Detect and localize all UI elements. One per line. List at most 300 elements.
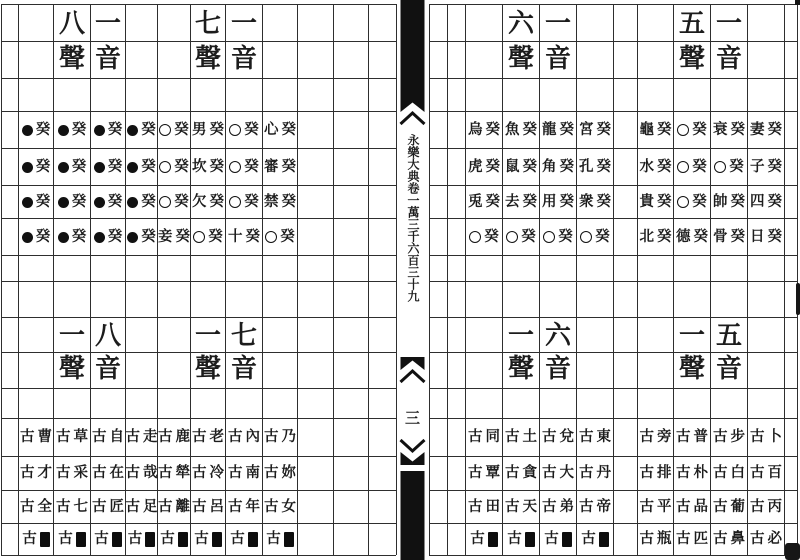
table-cell <box>577 419 613 456</box>
fish-tail-ornament <box>401 357 425 370</box>
character-glyph: 古 <box>713 464 728 482</box>
character-glyph: 癸 <box>280 227 295 245</box>
character-glyph: 百 <box>767 464 782 482</box>
character-glyph: 癸 <box>35 192 51 210</box>
character-glyph: 古 <box>56 428 71 446</box>
grid-hline <box>1 4 396 5</box>
table-cell <box>191 524 225 555</box>
character-glyph: 天 <box>522 497 537 515</box>
filled-circle-symbol <box>22 162 33 173</box>
header-character: 音 <box>544 354 571 385</box>
character-glyph: 鼻 <box>730 530 745 548</box>
character-glyph: 癸 <box>558 227 573 245</box>
grid-hline <box>1 317 396 318</box>
block-header-column <box>91 6 125 76</box>
character-glyph: 古 <box>125 497 140 515</box>
table-cell <box>19 186 53 218</box>
character-glyph: 癸 <box>595 227 610 245</box>
character-glyph: 審 <box>264 157 279 175</box>
character-glyph: 足 <box>143 497 158 515</box>
table-cell <box>638 149 673 185</box>
character-glyph: 癸 <box>35 227 51 245</box>
character-glyph: 同 <box>485 428 500 446</box>
character-glyph: 帝 <box>596 497 611 515</box>
character-glyph: 古 <box>713 497 728 515</box>
character-glyph: 癸 <box>596 120 611 138</box>
character-glyph: 古 <box>470 530 485 548</box>
filled-square-symbol <box>178 532 188 547</box>
character-glyph: 普 <box>693 428 708 446</box>
character-glyph: 癸 <box>521 227 536 245</box>
table-cell <box>91 149 125 185</box>
header-character: 五 <box>678 8 705 39</box>
table-cell <box>126 219 157 255</box>
block-header-column <box>503 319 539 386</box>
character-glyph: 古 <box>230 530 245 548</box>
table-cell <box>503 457 539 490</box>
table-cell <box>540 419 576 456</box>
character-glyph: 覃 <box>485 464 500 482</box>
table-cell <box>54 219 90 255</box>
table-cell <box>19 419 53 456</box>
table-cell <box>19 491 53 523</box>
character-glyph: 孔 <box>579 157 594 175</box>
character-glyph: 癸 <box>244 192 259 210</box>
character-glyph: 癸 <box>281 120 296 138</box>
table-cell <box>674 491 710 523</box>
character-glyph: 古 <box>20 464 35 482</box>
character-glyph: 去 <box>505 192 520 210</box>
character-glyph: 古 <box>264 464 279 482</box>
character-glyph: 古 <box>192 497 207 515</box>
table-cell <box>191 491 225 523</box>
empty-circle-symbol <box>265 231 277 243</box>
character-glyph: 癸 <box>522 157 537 175</box>
character-glyph: 癸 <box>767 157 782 175</box>
header-character: 音 <box>230 43 257 74</box>
character-glyph: 卜 <box>767 428 782 446</box>
table-cell <box>191 149 225 185</box>
character-glyph: 古 <box>194 530 209 548</box>
block-header-column <box>503 6 539 76</box>
grid-vline <box>429 4 430 555</box>
character-glyph: 古 <box>92 464 107 482</box>
table-cell <box>158 419 190 456</box>
character-glyph: 癸 <box>71 227 87 245</box>
character-glyph: 古 <box>579 464 594 482</box>
table-cell <box>540 112 576 148</box>
header-character: 七 <box>230 320 257 351</box>
character-glyph: 癸 <box>281 157 296 175</box>
character-glyph: 古 <box>192 464 207 482</box>
character-glyph: 癸 <box>107 120 123 138</box>
character-glyph: 古 <box>125 428 140 446</box>
table-cell <box>158 112 190 148</box>
filled-circle-symbol <box>58 197 69 208</box>
character-glyph: 古 <box>750 530 765 548</box>
character-glyph: 癸 <box>657 157 672 175</box>
character-glyph: 魚 <box>505 120 520 138</box>
character-glyph: 古 <box>639 497 654 515</box>
character-glyph: 癸 <box>484 227 499 245</box>
empty-circle-symbol <box>677 161 689 173</box>
character-glyph: 曹 <box>37 428 52 446</box>
table-cell <box>91 186 125 218</box>
table-cell <box>711 419 747 456</box>
block-header-column <box>711 319 747 386</box>
empty-circle-symbol <box>469 231 481 243</box>
header-character: 聲 <box>507 43 534 74</box>
header-character: 一 <box>94 8 121 39</box>
character-glyph: 古 <box>639 464 654 482</box>
table-cell <box>466 524 502 555</box>
character-glyph: 離 <box>175 497 190 515</box>
filled-square-symbol <box>212 532 222 547</box>
table-cell <box>158 219 190 255</box>
filled-square-symbol <box>525 532 535 547</box>
table-cell <box>577 112 613 148</box>
header-character: 音 <box>94 43 121 74</box>
table-cell <box>91 419 125 456</box>
character-glyph: 古 <box>20 497 35 515</box>
filled-circle-symbol <box>94 125 105 136</box>
character-glyph: 古 <box>158 428 173 446</box>
table-cell <box>158 491 190 523</box>
filled-square-symbol <box>488 532 498 547</box>
character-glyph: 癸 <box>730 192 745 210</box>
filled-square-symbol <box>284 532 294 547</box>
character-glyph: 癸 <box>245 227 260 245</box>
table-cell <box>577 149 613 185</box>
table-cell <box>540 524 576 555</box>
character-glyph: 兌 <box>559 428 574 446</box>
table-cell <box>91 219 125 255</box>
header-character: 六 <box>507 8 534 39</box>
character-glyph: 癸 <box>107 192 123 210</box>
table-cell <box>226 419 262 456</box>
table-cell <box>263 491 297 523</box>
table-cell <box>503 112 539 148</box>
table-cell <box>711 112 747 148</box>
table-cell <box>54 149 90 185</box>
table-cell <box>748 419 784 456</box>
scan-artifact <box>795 0 800 5</box>
table-cell <box>503 219 539 255</box>
grid-vline <box>784 4 785 555</box>
header-character: 聲 <box>678 354 705 385</box>
character-glyph: 大 <box>559 464 574 482</box>
character-glyph: 古 <box>542 464 557 482</box>
empty-circle-symbol <box>159 161 171 173</box>
character-glyph: 古 <box>750 428 765 446</box>
character-glyph: 癸 <box>209 192 224 210</box>
filled-square-symbol <box>40 532 50 547</box>
table-cell <box>577 491 613 523</box>
character-glyph: 癸 <box>522 192 537 210</box>
character-glyph: 癸 <box>767 227 782 245</box>
character-glyph: 癸 <box>767 120 782 138</box>
filled-square-symbol <box>562 532 572 547</box>
grid-vline <box>333 4 334 555</box>
character-glyph: 癸 <box>596 192 611 210</box>
header-character: 一 <box>194 320 221 351</box>
character-glyph: 男 <box>192 120 207 138</box>
header-character: 音 <box>94 354 121 385</box>
block-header-column <box>91 319 125 386</box>
table-cell <box>748 219 784 255</box>
character-glyph: 癸 <box>559 157 574 175</box>
character-glyph: 古 <box>581 530 596 548</box>
character-glyph: 古 <box>507 530 522 548</box>
table-cell <box>466 186 502 218</box>
table-cell <box>466 112 502 148</box>
table-cell <box>748 491 784 523</box>
table-cell <box>638 524 673 555</box>
spine-title: 永樂大典卷一萬三千六百三十九 <box>406 134 420 302</box>
header-character: 聲 <box>678 43 705 74</box>
table-cell <box>674 457 710 490</box>
character-glyph: 古 <box>228 428 243 446</box>
table-cell <box>54 491 90 523</box>
character-glyph: 骨 <box>713 227 728 245</box>
table-cell <box>540 219 576 255</box>
character-glyph: 癸 <box>209 120 224 138</box>
character-glyph: 古 <box>579 497 594 515</box>
character-glyph: 古 <box>542 428 557 446</box>
character-glyph: 東 <box>596 428 611 446</box>
table-cell <box>91 112 125 148</box>
character-glyph: 癸 <box>281 192 296 210</box>
empty-circle-symbol <box>543 231 555 243</box>
fish-tail-ornament <box>401 452 425 465</box>
grid-hline <box>1 78 396 79</box>
block-header-column <box>674 319 710 386</box>
character-glyph: 古 <box>676 464 691 482</box>
character-glyph: 古 <box>639 530 654 548</box>
filled-square-symbol <box>248 532 258 547</box>
table-cell <box>191 112 225 148</box>
character-glyph: 衰 <box>713 120 728 138</box>
character-glyph: 癸 <box>559 120 574 138</box>
table-cell <box>126 186 157 218</box>
header-character: 音 <box>715 43 742 74</box>
character-glyph: 癸 <box>657 120 672 138</box>
character-glyph: 四 <box>750 192 765 210</box>
character-glyph: 白 <box>730 464 745 482</box>
character-glyph: 古 <box>750 497 765 515</box>
character-glyph: 癸 <box>174 120 189 138</box>
character-glyph: 平 <box>657 497 672 515</box>
table-cell <box>54 186 90 218</box>
table-cell <box>54 524 90 555</box>
header-character: 一 <box>58 320 85 351</box>
table-cell <box>503 186 539 218</box>
empty-circle-symbol <box>229 196 241 208</box>
character-glyph: 古 <box>713 428 728 446</box>
character-glyph: 角 <box>542 157 557 175</box>
table-cell <box>748 149 784 185</box>
character-glyph: 古 <box>192 428 207 446</box>
character-glyph: 古 <box>22 530 37 548</box>
table-cell <box>126 149 157 185</box>
character-glyph: 古 <box>92 497 107 515</box>
character-glyph: 心 <box>264 120 279 138</box>
table-cell <box>503 524 539 555</box>
character-glyph: 古 <box>58 530 73 548</box>
table-cell <box>91 524 125 555</box>
character-glyph: 德 <box>676 227 691 245</box>
table-cell <box>158 524 190 555</box>
table-cell <box>263 112 297 148</box>
character-glyph: 癸 <box>485 192 500 210</box>
filled-square-symbol <box>599 532 609 547</box>
table-cell <box>638 112 673 148</box>
character-glyph: 丹 <box>596 464 611 482</box>
header-character: 八 <box>94 320 121 351</box>
empty-circle-symbol <box>677 196 689 208</box>
character-glyph: 癸 <box>485 120 500 138</box>
character-glyph: 古 <box>158 497 173 515</box>
filled-circle-symbol <box>127 232 138 243</box>
grid-vline <box>447 4 448 555</box>
table-cell <box>577 524 613 555</box>
block-header-column <box>674 6 710 76</box>
character-glyph: 禁 <box>264 192 279 210</box>
header-character: 音 <box>715 354 742 385</box>
grid-vline <box>297 4 298 555</box>
character-glyph: 欠 <box>192 192 207 210</box>
grid-hline <box>1 555 396 556</box>
character-glyph: 老 <box>209 428 224 446</box>
table-cell <box>19 149 53 185</box>
table-cell <box>540 186 576 218</box>
character-glyph: 癸 <box>35 157 51 175</box>
table-cell <box>711 149 747 185</box>
header-character: 聲 <box>507 354 534 385</box>
character-glyph: 妾 <box>158 227 173 245</box>
table-cell <box>748 457 784 490</box>
grid-vline <box>613 4 614 555</box>
table-cell <box>674 524 710 555</box>
character-glyph: 癸 <box>693 227 708 245</box>
header-character: 一 <box>230 8 257 39</box>
table-cell <box>191 186 225 218</box>
character-glyph: 妳 <box>281 464 296 482</box>
table-cell <box>158 186 190 218</box>
grid-vline <box>1 4 2 555</box>
character-glyph: 古 <box>228 464 243 482</box>
character-glyph: 龍 <box>542 120 557 138</box>
table-cell <box>54 419 90 456</box>
character-glyph: 古 <box>676 497 691 515</box>
table-cell <box>577 186 613 218</box>
block-header-column <box>54 319 90 386</box>
table-cell <box>674 419 710 456</box>
character-glyph: 鹿 <box>175 428 190 446</box>
block-header-column <box>540 319 576 386</box>
table-cell <box>711 457 747 490</box>
table-cell <box>191 419 225 456</box>
scan-artifact <box>796 283 800 315</box>
character-glyph: 十 <box>228 227 243 245</box>
character-glyph: 癸 <box>107 227 123 245</box>
character-glyph: 古 <box>20 428 35 446</box>
character-glyph: 瓶 <box>657 530 672 548</box>
character-glyph: 癸 <box>208 227 223 245</box>
filled-circle-symbol <box>127 162 138 173</box>
table-cell <box>638 491 673 523</box>
filled-square-symbol <box>112 532 122 547</box>
character-glyph: 癸 <box>485 157 500 175</box>
character-glyph: 呂 <box>209 497 224 515</box>
header-character: 八 <box>58 8 85 39</box>
character-glyph: 子 <box>750 157 765 175</box>
filled-circle-symbol <box>94 232 105 243</box>
table-cell <box>226 457 262 490</box>
character-glyph: 虎 <box>468 157 483 175</box>
table-cell <box>711 524 747 555</box>
character-glyph: 癸 <box>244 157 259 175</box>
empty-circle-symbol <box>229 124 241 136</box>
table-cell <box>126 419 157 456</box>
table-cell <box>191 457 225 490</box>
table-cell <box>466 491 502 523</box>
header-character: 聲 <box>194 43 221 74</box>
table-cell <box>91 491 125 523</box>
table-cell <box>674 149 710 185</box>
table-cell <box>711 186 747 218</box>
header-character: 音 <box>544 43 571 74</box>
table-cell <box>674 112 710 148</box>
character-glyph: 古 <box>542 497 557 515</box>
character-glyph: 古 <box>92 428 107 446</box>
character-glyph: 品 <box>693 497 708 515</box>
character-glyph: 鼠 <box>505 157 520 175</box>
character-glyph: 癸 <box>692 192 707 210</box>
character-glyph: 古 <box>544 530 559 548</box>
table-cell <box>158 149 190 185</box>
character-glyph: 古 <box>750 464 765 482</box>
table-cell <box>191 219 225 255</box>
character-glyph: 草 <box>73 428 88 446</box>
empty-circle-symbol <box>677 124 689 136</box>
character-glyph: 用 <box>542 192 557 210</box>
filled-circle-symbol <box>58 125 69 136</box>
empty-circle-symbol <box>159 196 171 208</box>
block-header-column <box>54 6 90 76</box>
character-glyph: 古 <box>228 497 243 515</box>
grid-hline <box>1 281 396 282</box>
empty-circle-symbol <box>580 231 592 243</box>
character-glyph: 日 <box>750 227 765 245</box>
table-cell <box>503 491 539 523</box>
table-cell <box>540 149 576 185</box>
character-glyph: 北 <box>639 227 654 245</box>
table-cell <box>638 419 673 456</box>
header-character: 聲 <box>58 354 85 385</box>
table-cell <box>226 524 262 555</box>
table-cell <box>126 524 157 555</box>
character-glyph: 葡 <box>730 497 745 515</box>
header-character: 一 <box>715 8 742 39</box>
table-cell <box>226 112 262 148</box>
character-glyph: 土 <box>522 428 537 446</box>
table-cell <box>263 149 297 185</box>
character-glyph: 古 <box>125 464 140 482</box>
character-glyph: 古 <box>266 530 281 548</box>
table-cell <box>674 186 710 218</box>
block-header-column <box>540 6 576 76</box>
